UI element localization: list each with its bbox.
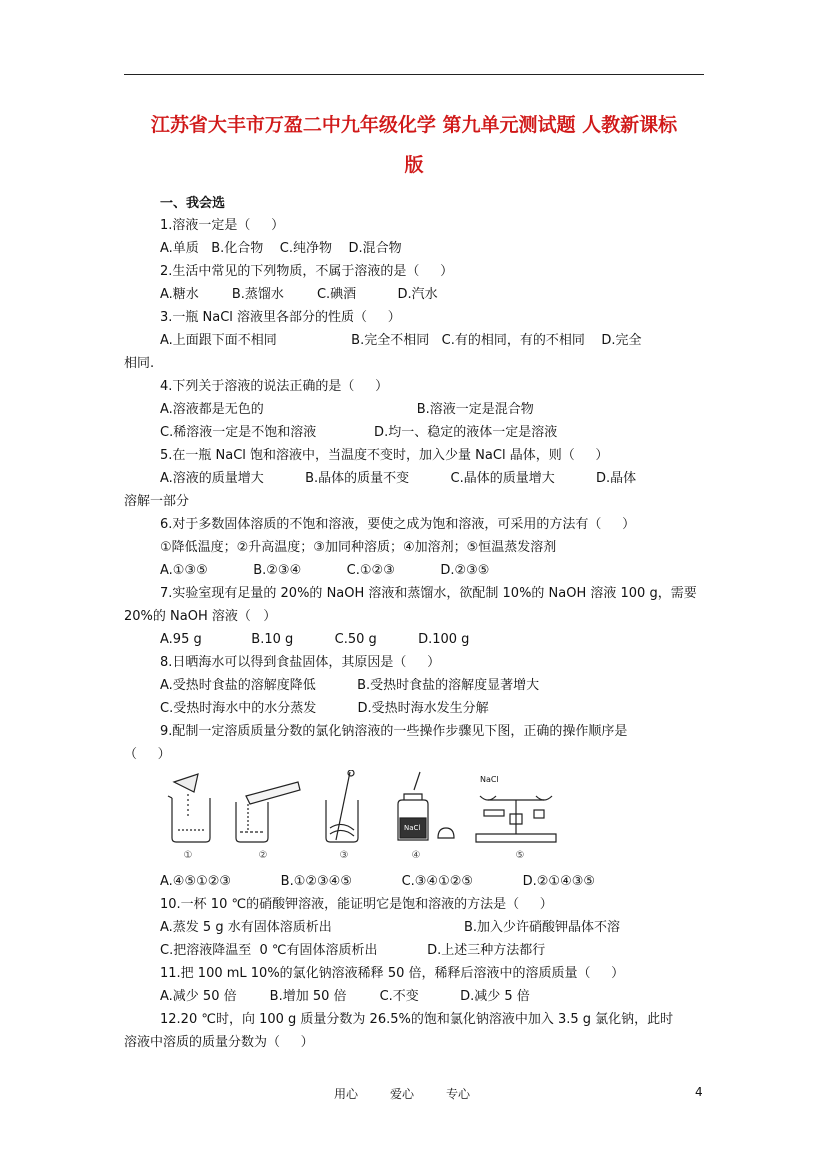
question-6: 6.对于多数固体溶质的不饱和溶液，要使之成为饱和溶液，可采用的方法有（ ） xyxy=(160,517,636,532)
question-11: 11.把 100 mL 10%的氯化钠溶液稀释 50 倍，稀释后溶液中的溶质质量（ ） xyxy=(160,966,625,981)
question-2: 2.生活中常见的下列物质，不属于溶液的是（ ） xyxy=(160,264,454,279)
question-3-options-cont: 相同. xyxy=(124,356,155,371)
footer-motto-1: 用心 xyxy=(334,1087,359,1101)
question-3-options: A.上面跟下面不相同 B.完全不相同 C.有的相同，有的不相同 D.完全 xyxy=(160,333,642,348)
question-4-options-cd: C.稀溶液一定是不饱和溶液 D.均一、稳定的液体一定是溶液 xyxy=(160,425,558,440)
header-rule xyxy=(124,74,704,75)
question-3: 3.一瓶 NaCl 溶液里各部分的性质（ ） xyxy=(160,310,401,325)
question-6-methods: ①降低温度；②升高温度；③加同种溶质；④加溶剂；⑤恒温蒸发溶剂 xyxy=(160,540,557,555)
question-1: 1.溶液一定是（ ） xyxy=(160,218,285,233)
question-4: 4.下列关于溶液的说法正确的是（ ） xyxy=(160,379,389,394)
document-title-cont: 版 xyxy=(404,154,424,176)
question-5-options: A.溶液的质量增大 B.晶体的质量不变 C.晶体的质量增大 D.晶体 xyxy=(160,471,637,486)
question-8: 8.日晒海水可以得到食盐固体，其原因是（ ） xyxy=(160,655,441,670)
section-heading: 一、我会选 xyxy=(160,196,226,211)
question-9-cont: （ ） xyxy=(124,747,171,762)
question-7-cont: 20%的 NaOH 溶液（ ） xyxy=(124,609,277,624)
bottle-label: NaCl xyxy=(404,824,421,832)
question-9: 9.配制一定溶质质量分数的氯化钠溶液的一些操作步骤见下图，正确的操作顺序是 xyxy=(160,724,628,739)
question-7-options: A.95 g B.10 g C.50 g D.100 g xyxy=(160,632,470,647)
question-7: 7.实验室现有足量的 20%的 NaOH 溶液和蒸馏水，欲配制 10%的 NaOH 溶液 100 g，需要 xyxy=(160,586,697,601)
question-2-options: A.糖水 B.蒸馏水 C.碘酒 D.汽水 xyxy=(160,287,438,302)
beaker-pour-icon xyxy=(168,774,210,842)
stirring-rod-icon xyxy=(326,770,358,842)
question-1-options: A.单质 B.化合物 C.纯净物 D.混合物 xyxy=(160,241,402,256)
question-12-cont: 溶液中溶质的质量分数为（ ） xyxy=(124,1035,314,1050)
balance-scale-icon xyxy=(476,796,556,842)
question-8-options-cd: C.受热时海水中的水分蒸发 D.受热时海水发生分解 xyxy=(160,701,489,716)
figure-label-5: ⑤ xyxy=(515,850,525,861)
question-10: 10.一杯 10 ℃的硝酸钾溶液，能证明它是饱和溶液的方法是（ ） xyxy=(160,897,553,912)
experiment-figure xyxy=(158,770,558,862)
balance-label: NaCl xyxy=(480,775,499,784)
question-8-options-ab: A.受热时食盐的溶解度降低 B.受热时食盐的溶解度显著增大 xyxy=(160,678,540,693)
question-6-options: A.①③⑤ B.②③④ C.①②③ D.②③⑤ xyxy=(160,563,490,578)
figure-label-4: ④ xyxy=(411,850,421,861)
question-5-options-cont: 溶解一部分 xyxy=(124,494,190,509)
question-5: 5.在一瓶 NaCl 饱和溶液中，当温度不变时，加入少量 NaCl 晶体，则（ ） xyxy=(160,448,609,463)
figure-label-1: ① xyxy=(183,850,193,861)
document-title: 江苏省大丰市万盈二中九年级化学 第九单元测试题 人教新课标 xyxy=(150,114,678,136)
question-10-options-ab: A.蒸发 5 g 水有固体溶质析出 B.加入少许硝酸钾晶体不溶 xyxy=(160,920,621,935)
question-4-options-ab: A.溶液都是无色的 B.溶液一定是混合物 xyxy=(160,402,534,417)
page-number: 4 xyxy=(695,1085,703,1099)
question-11-options: A.减少 50 倍 B.增加 50 倍 C.不变 D.减少 5 倍 xyxy=(160,989,530,1004)
footer-motto-2: 爱心 xyxy=(390,1087,415,1101)
figure-label-2: ② xyxy=(258,850,268,861)
figure-label-3: ③ xyxy=(339,850,349,861)
question-10-options-cd: C.把溶液降温至 0 ℃有固体溶质析出 D.上述三种方法都行 xyxy=(160,943,546,958)
footer-motto-3: 专心 xyxy=(446,1087,471,1101)
question-9-options: A.④⑤①②③ B.①②③④⑤ C.③④①②⑤ D.②①④③⑤ xyxy=(160,874,596,889)
cylinder-pour-icon xyxy=(236,782,300,842)
question-12: 12.20 ℃时，向 100 g 质量分数为 26.5%的饱和氯化钠溶液中加入 3.5 g 氯化钠，此时 xyxy=(160,1012,674,1027)
